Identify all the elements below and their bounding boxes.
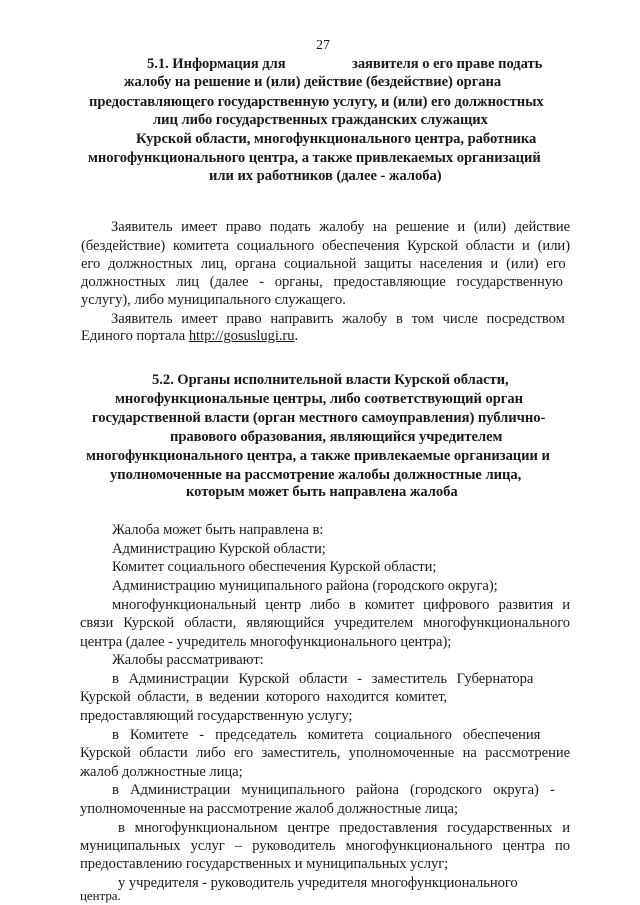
text-line: многофункциональный центр либо в комитет цифрового развития и [112, 597, 571, 613]
text-line: в Администрации Курской области - заместитель Губернатора [112, 671, 534, 687]
text-line: услугу), либо муниципального служащего. [81, 292, 346, 308]
text-line: Курской области, в ведении которого находится комитет, [80, 689, 448, 705]
text-line: должностных лиц (далее - органы, предоставляющие государственную [81, 274, 563, 290]
heading-line: 5.2. Органы исполнительной власти Курской области, [152, 372, 509, 388]
text-line: уполномоченные на рассмотрение жалоб должностные лица; [80, 801, 458, 817]
heading-line: или их работников (далее - жалоба) [209, 168, 442, 184]
heading-line: лиц либо государственных гражданских служащих [153, 112, 488, 128]
heading-line: которым может быть направлена жалоба [186, 484, 458, 500]
gosuslugi-link[interactable]: http://gosuslugi.ru [188, 328, 295, 344]
text-line: (бездействие) комитета социального обеспечения Курской области и (или) [81, 238, 570, 254]
heading-line: многофункционального центра, а также привлекаемых организаций [88, 150, 541, 166]
text-line: Заявитель имеет право направить жалобу в том числе посредством [111, 311, 565, 327]
text-line: Администрацию муниципального района (городского округа); [112, 578, 498, 594]
text-line: его должностных лиц, органа социальной защиты населения и (или) его [81, 256, 566, 272]
text-line: в Администрации муниципального района (городского округа) - [112, 782, 555, 798]
text-span: Единого портала [81, 328, 189, 344]
heading-line: многофункциональные центры, либо соответствующий орган [115, 391, 523, 407]
text-line: Курской области либо его заместитель, уполномоченные на рассмотрение [80, 745, 571, 761]
heading-line: государственной власти (орган местного самоуправления) публично- [92, 410, 546, 426]
text-line: жалоб должностные лица; [80, 764, 243, 780]
text-line: Комитет социального обеспечения Курской области; [112, 559, 437, 575]
heading-line: предоставляющего государственную услугу, и (или) его должностных [89, 94, 544, 110]
heading-line: многофункционального центра, а также привлекаемые организации и [86, 448, 550, 464]
heading-line: жалобу на решение и (или) действие (бездействие) органа [124, 74, 502, 90]
text-line [81, 328, 298, 345]
heading-line: 5.1. Информация для [147, 56, 286, 72]
heading-line: заявителя о его праве подать [352, 56, 543, 72]
text-line: предоставляющий государственную услугу; [80, 708, 353, 724]
page-number: 27 [316, 38, 330, 53]
text-line: Жалобы рассматривают: [112, 652, 264, 668]
text-line: в многофункциональном центре предоставления государственных и [118, 820, 570, 836]
heading-line: уполномоченные на рассмотрение жалобы должностные лица, [110, 467, 522, 483]
text-line: в Комитете - председатель комитета социального обеспечения [112, 727, 541, 743]
text-line: предоставлению государственных и муниципальных услуг; [80, 856, 449, 872]
text-line: муниципальных услуг – руководитель многофункционального центра по [80, 838, 570, 854]
text-line: центра (далее - учредитель многофункционального центра); [80, 634, 452, 650]
heading-line: Курской области, многофункционального центра, работника [136, 131, 537, 147]
text-line: Жалоба может быть направлена в: [112, 522, 324, 538]
heading-line: правового образования, являющийся учредителем [170, 429, 503, 445]
text-line: у учредителя - руководитель учредителя многофункционального [118, 875, 518, 891]
text-line: Администрацию Курской области; [112, 541, 326, 557]
text-line: Заявитель имеет право подать жалобу на решение и (или) действие [111, 219, 571, 235]
text-line: центра. [80, 888, 121, 903]
text-line: связи Курской области, являющийся учредителем многофункционального [80, 615, 571, 631]
text-span: . [294, 328, 299, 344]
